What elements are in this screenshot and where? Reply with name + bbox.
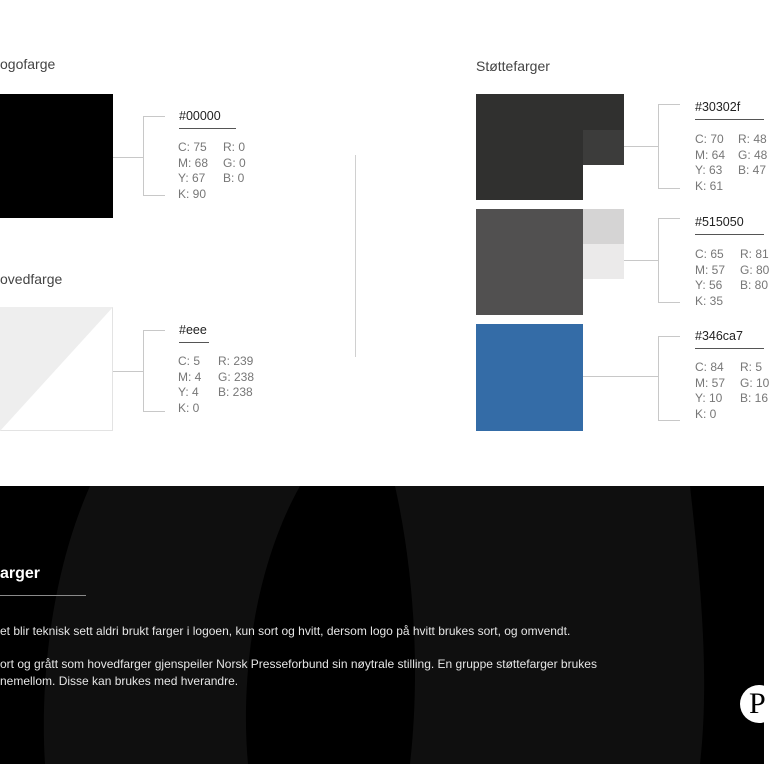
main-color-cmyk: C: 5 M: 4 Y: 4 K: 0 xyxy=(178,354,202,415)
connector-line xyxy=(143,330,165,331)
main-color-swatch xyxy=(0,307,113,431)
footer-paragraph-2-line-2: nemellom. Disse kan brukes med hverandre. xyxy=(0,674,239,688)
logo-color-rgb: R: 0 G: 0 B: 0 xyxy=(223,140,246,185)
support-color-2-tint xyxy=(583,244,624,279)
connector-line xyxy=(658,104,659,188)
brand-logo xyxy=(740,685,778,723)
footer-paragraph-2-line-1: ort og grått som hovedfarger gjenspeiler Norsk Presseforbund sin nøytrale stilling. En gruppe støttefarger brukes xyxy=(0,657,597,671)
main-color-rgb: R: 239 G: 238 B: 238 xyxy=(218,354,255,399)
connector-line xyxy=(143,411,165,412)
support-color-3-rgb: R: 5 G: 10 B: 16 xyxy=(740,360,770,405)
hex-underline xyxy=(179,342,209,343)
connector-line xyxy=(658,218,680,219)
hex-underline xyxy=(695,348,764,349)
hex-underline xyxy=(695,234,764,235)
support-colors-heading: Støttefarger xyxy=(476,58,550,74)
hex-underline xyxy=(179,128,236,129)
connector-line xyxy=(583,376,658,377)
brand-logo-letter: P xyxy=(749,687,766,720)
support-color-1-cmyk: C: 70 M: 64 Y: 63 K: 61 xyxy=(695,132,726,193)
support-color-3-hex: #346ca7 xyxy=(695,329,743,343)
footer-title-underline xyxy=(0,595,86,596)
footer-panel xyxy=(0,486,764,764)
footer-paragraph-1: et blir teknisk sett aldri brukt farger i logoen, kun sort og hvitt, dersom logo på hvitt brukes sort, og omvendt. xyxy=(0,624,571,638)
support-color-2-swatch xyxy=(476,209,583,315)
connector-line xyxy=(143,330,144,411)
footer-title: arger xyxy=(0,565,41,582)
support-color-3-cmyk: C: 84 M: 57 Y: 10 K: 0 xyxy=(695,360,726,421)
connector-line xyxy=(143,116,144,195)
main-color-hex: #eee xyxy=(179,323,207,337)
connector-line xyxy=(658,336,680,337)
support-color-1-tint xyxy=(583,130,624,165)
connector-line xyxy=(143,116,165,117)
support-color-1-hex: #30302f xyxy=(695,100,741,114)
connector-line xyxy=(658,420,680,421)
support-color-2-rgb: R: 81 G: 80 B: 80 xyxy=(740,247,770,292)
connector-line xyxy=(143,195,165,196)
support-color-2-tint xyxy=(583,209,624,244)
connector-line xyxy=(658,302,680,303)
logo-color-cmyk: C: 75 M: 68 Y: 67 K: 90 xyxy=(178,140,209,201)
logo-color-heading: ogofarge xyxy=(0,56,56,72)
hex-underline xyxy=(695,119,764,120)
connector-line xyxy=(658,218,659,302)
support-color-1-tint xyxy=(583,165,624,200)
connector-line xyxy=(113,371,143,372)
connector-line xyxy=(113,157,143,158)
section-divider xyxy=(355,155,356,357)
support-color-2-hex: #515050 xyxy=(695,215,744,229)
connector-line xyxy=(624,260,658,261)
logo-color-swatch xyxy=(0,94,113,218)
main-color-heading: ovedfarge xyxy=(0,271,63,287)
connector-line xyxy=(658,188,680,189)
connector-line xyxy=(624,146,658,147)
connector-line xyxy=(658,336,659,420)
support-color-1-rgb: R: 48 G: 48 B: 47 xyxy=(738,132,768,177)
connector-line xyxy=(658,104,680,105)
logo-color-hex: #00000 xyxy=(179,109,221,123)
support-color-3-swatch xyxy=(476,324,583,431)
support-color-2-cmyk: C: 65 M: 57 Y: 56 K: 35 xyxy=(695,247,726,308)
